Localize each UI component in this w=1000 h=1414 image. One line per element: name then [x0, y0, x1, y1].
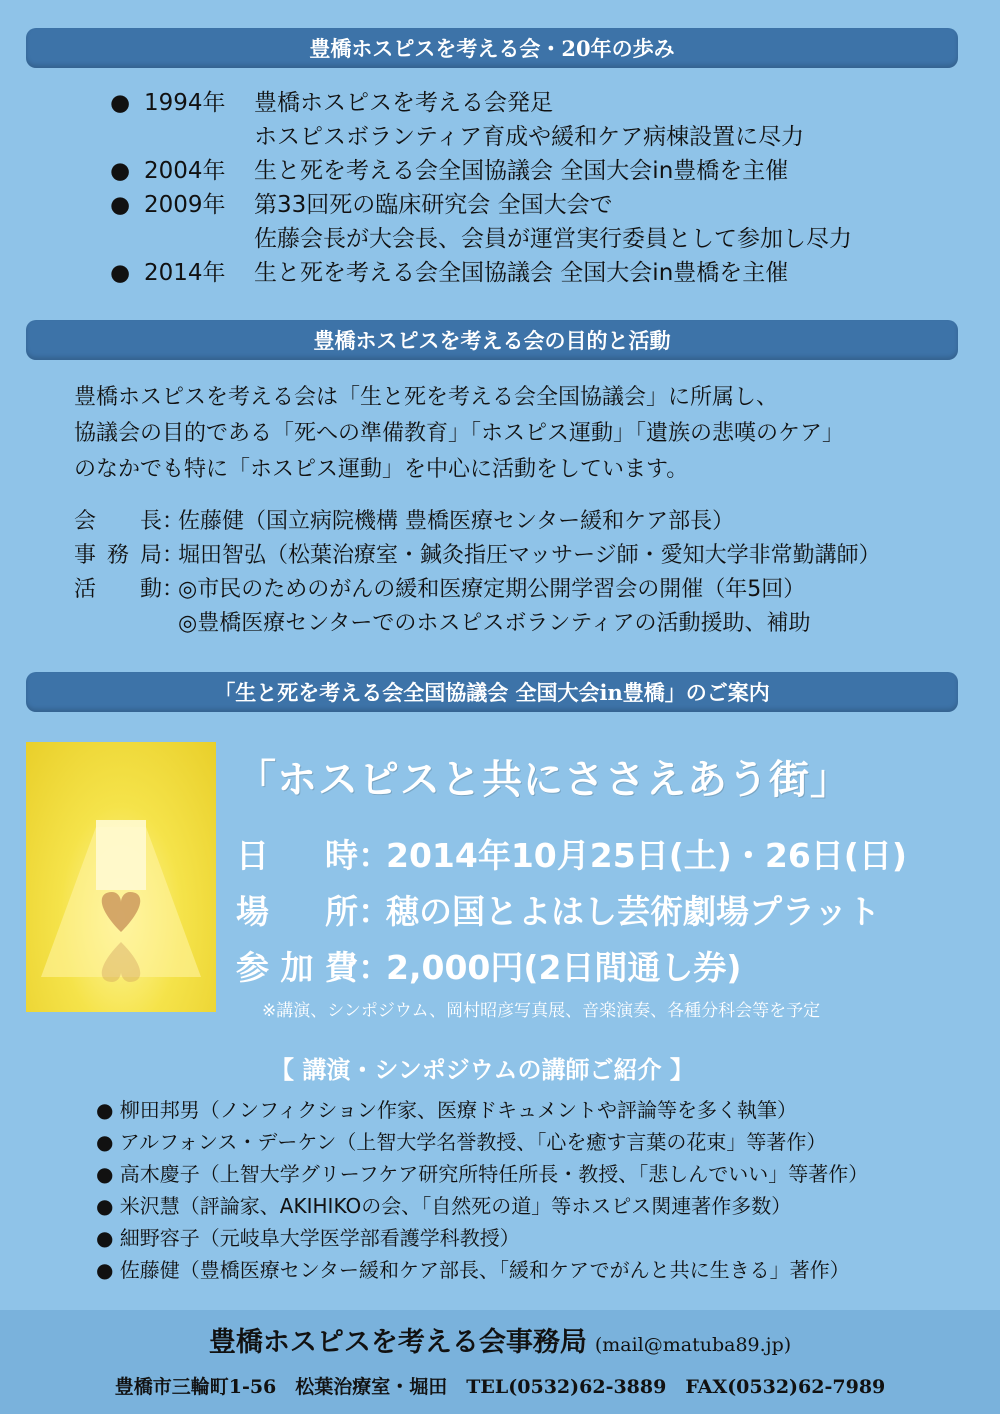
list-item: ● 2004年 生と死を考える会全国協議会 全国大会in豊橋を主催: [110, 158, 789, 184]
list-item: ● 細野容子（元岐阜大学医学部看護学科教授）: [96, 1226, 520, 1250]
activity-row-2: ◎豊橋医療センターでのホスピスボランティアの活動援助、補助: [178, 611, 811, 636]
list-item: ● 2014年 生と死を考える会全国協議会 全国大会in豊橋を主催: [110, 260, 789, 286]
list-item: ホスピスボランティア育成や緩和ケア病棟設置に尽力: [254, 124, 805, 150]
event-note: ※講演、シンポジウム、岡村昭彦写真展、音楽演奏、各種分科会等を予定: [262, 1001, 821, 1021]
event-banner-title: 「生と死を考える会全国協議会 全国大会in豊橋」のご案内: [214, 680, 770, 705]
event-fee: 2,000円(2日間通し券): [386, 948, 742, 987]
footer-address: 豊橋市三輪町1-56 松葉治療室・堀田 TEL(0532)62-3889 FAX(0532)62-7989: [114, 1376, 886, 1398]
purpose-title: 豊橋ホスピスを考える会の目的と活動: [313, 328, 671, 353]
footer-org-line: [0, 1320, 1000, 1359]
event-place: 穂の国とよはし芸術劇場プラット: [386, 892, 881, 931]
list-item: ● アルフォンス・デーケン（上智大学名誉教授、「心を癒す言葉の花束」等著作）: [96, 1130, 827, 1154]
list-item: ● 米沢慧（評論家、AKIHIKOの会、「自然死の道」等ホスピス関連著作多数）: [96, 1194, 792, 1218]
chair-row: 会長 ： 佐藤健（国立病院機構 豊橋医療センター緩和ケア部長）: [74, 509, 735, 534]
event-details: [236, 828, 907, 996]
purpose-paragraph: 豊橋ホスピスを考える会は「生と死を考える会全国協議会」に所属し、 協議会の目的である「死への準備教育」「ホスピス運動」「遺族の悲嘆のケア」 のなかでも特に「ホスピス運動」を中心に活動をしています。: [74, 385, 845, 482]
list-item: ● 柳田邦男（ノンフィクション作家、医療ドキュメントや評論等を多く執筆）: [96, 1098, 798, 1122]
footer-org: 豊橋ホスピスを考える会事務局: [208, 1327, 587, 1358]
officers-list: [74, 505, 881, 641]
purpose-banner: [26, 320, 958, 360]
list-item: 佐藤会長が大会長、会員が運営実行委員として参加し尽力: [254, 226, 852, 252]
event-place-row: 場所 ： 穂の国とよはし芸術劇場プラット: [236, 884, 907, 940]
event-date: 2014年10月25日(土)・26日(日): [386, 836, 907, 875]
history-list: [110, 86, 852, 290]
event-poster-image: [26, 742, 216, 1012]
list-item: ● 佐藤健（豊橋医療センター緩和ケア部長、「緩和ケアでがんと共に生きる」著作）: [96, 1258, 850, 1282]
event-fee-row: 参加費 ： 2,000円(2日間通し券): [236, 940, 907, 996]
event-title: 「ホスピスと共にささえあう街」: [236, 757, 851, 803]
event-date-row: 日時 ： 2014年10月25日(土)・26日(日): [236, 828, 907, 884]
event-banner: [26, 672, 958, 712]
list-item: ● 2009年 第33回死の臨床研究会 全国大会で: [110, 192, 613, 218]
activity-row: 活動 ： ◎市民のためのがんの緩和医療定期公開学習会の開催（年5回）: [74, 577, 806, 602]
list-item: ● 高木慶子（上智大学グリーフケア研究所特任所長・教授、「悲しんでいい」等著作）: [96, 1162, 869, 1186]
speakers-list: [96, 1094, 868, 1286]
footer-mail: (mail@matuba89.jp): [594, 1334, 792, 1356]
history-banner: [26, 28, 958, 68]
list-item: ● 1994年 豊橋ホスピスを考える会発足: [110, 90, 553, 116]
office-row: 事務局 ： 堀田智弘（松葉治療室・鍼灸指圧マッサージ師・愛知大学非常勤講師）: [74, 543, 881, 568]
history-title: 豊橋ホスピスを考える会・20年の歩み: [309, 36, 675, 61]
speakers-heading: 【 講演・シンポジウムの講師ご紹介 】: [270, 1056, 694, 1084]
